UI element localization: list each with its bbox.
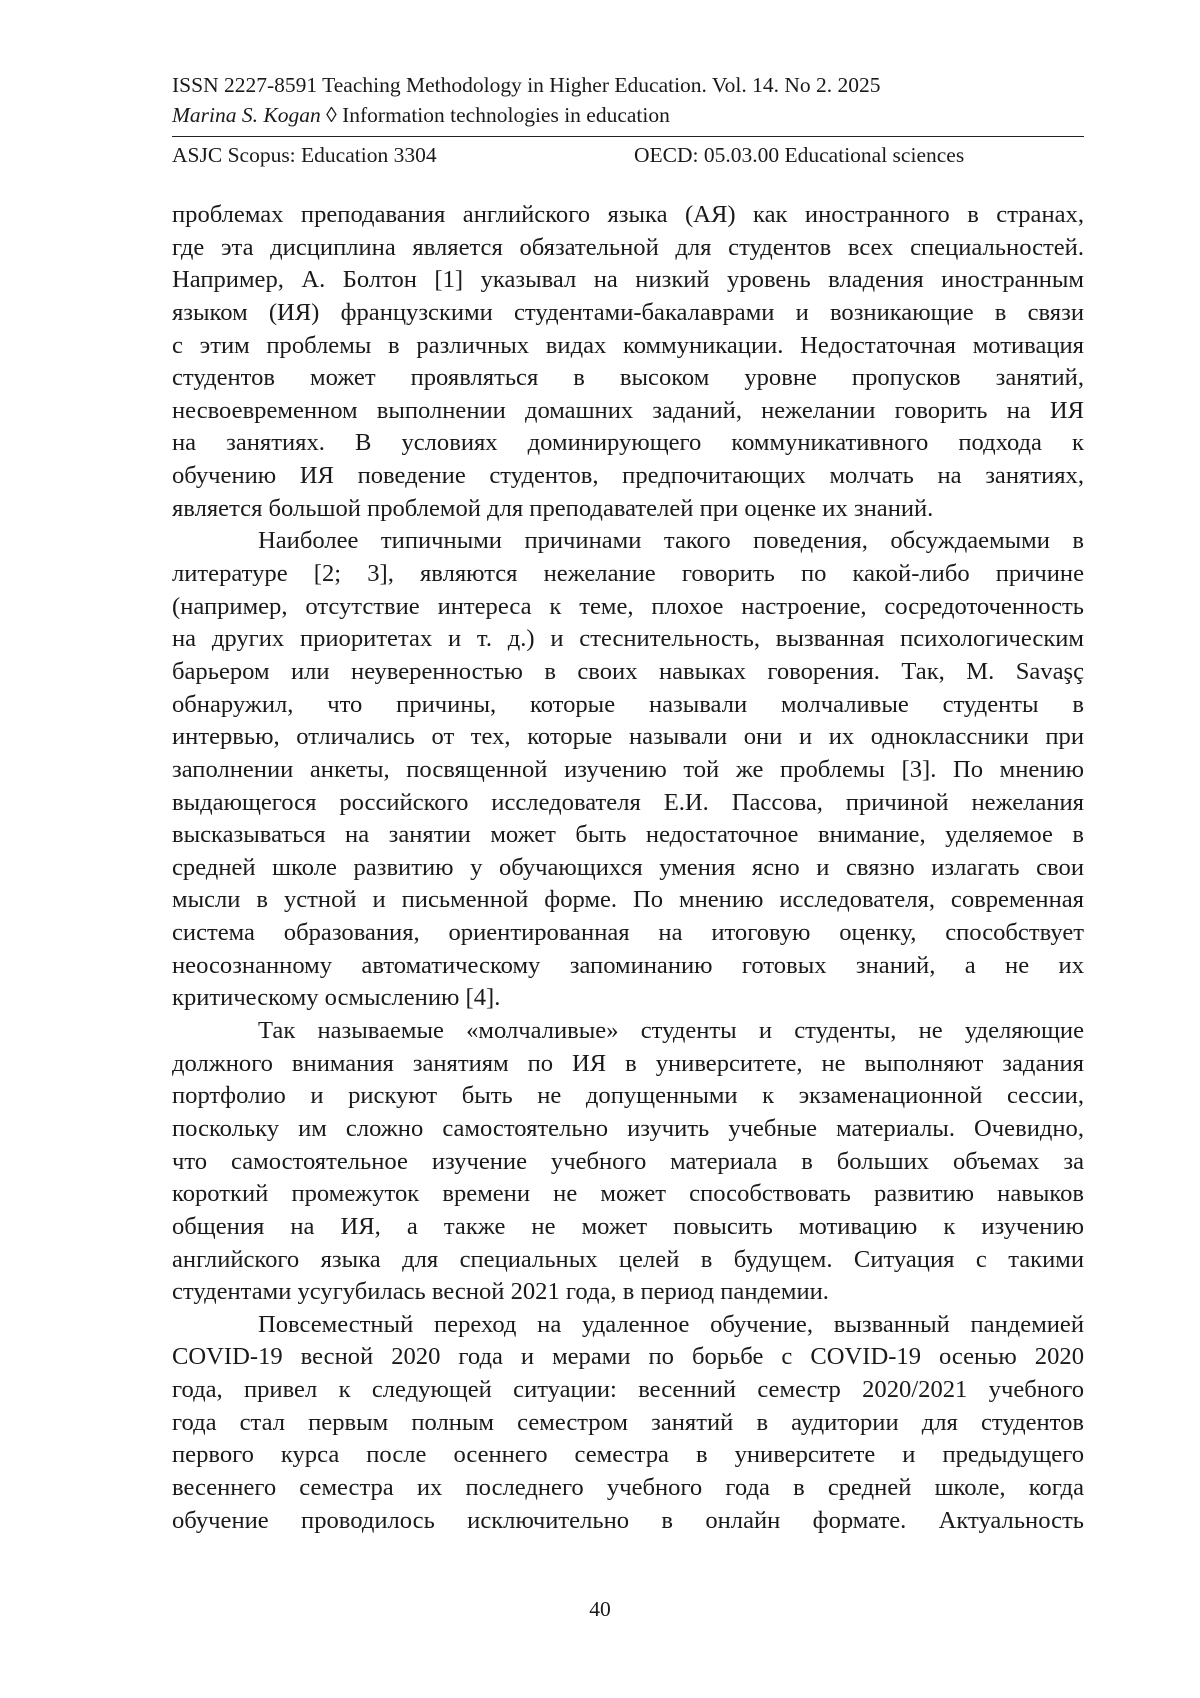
text-line: проблемах преподавания английского языка (АЯ) как иностранного в странах,	[172, 201, 1084, 228]
page-number: 40	[589, 1597, 611, 1621]
text-line: обучению ИЯ поведение студентов, предпочитающих молчать на занятиях,	[172, 462, 1084, 490]
text-line: мысли в устной и письменной форме. По мнению исследователя, современная	[172, 886, 1084, 914]
text-line: выдающегося российского исследователя Е.И. Пассова, причиной нежелания	[172, 788, 1084, 816]
text-line: языком (ИЯ) французскими студентами-бакалаврами и возникающие в связи	[172, 298, 1084, 326]
classification-line	[172, 140, 1084, 170]
text-line: высказываться на занятии может быть недостаточное внимание, уделяемое в	[172, 821, 1084, 849]
text-line: весеннего семестра их последнего учебного года в средней школе, когда	[172, 1473, 1084, 1501]
author-name: Marina S. Kogan	[172, 103, 321, 127]
text-line: Так называемые «молчаливые» студенты и студенты, не уделяющие	[258, 1017, 1084, 1045]
text-line: является большой проблемой для преподавателей при оценке их знаний.	[172, 494, 934, 522]
text-line: первого курса после осеннего семестра в университете и предыдущего	[172, 1441, 1084, 1469]
text-line: где эта дисциплина является обязательной для студентов всех специальностей.	[172, 233, 1084, 261]
text-line: (например, отсутствие интереса к теме, плохое настроение, сосредоточенность	[172, 592, 1084, 620]
section-name: Information technologies in education	[342, 103, 670, 127]
text-line: обнаружил, что причины, которые называли молчаливые студенты в	[172, 690, 1084, 718]
running-header	[172, 70, 1084, 130]
body-text	[172, 199, 1084, 1537]
text-line: несвоевременном выполнении домашних заданий, нежелании говорить на ИЯ	[172, 396, 1084, 424]
text-line: года, привел к следующей ситуации: весенний семестр 2020/2021 учебного	[172, 1376, 1084, 1404]
text-line: средней школе развитию у обучающихся умения ясно и связно излагать свои	[172, 853, 1084, 881]
text-line: Наиболее типичными причинами такого поведения, обсуждаемыми в	[258, 527, 1084, 555]
text-line: система образования, ориентированная на итоговую оценку, способствует	[172, 919, 1084, 947]
text-line: критическому осмыслению [4].	[172, 984, 501, 1012]
text-line: общения на ИЯ, а также не может повысить мотивацию к изучению	[172, 1212, 1084, 1240]
text-line: COVID-19 весной 2020 года и мерами по борьбе с COVID-19 осенью 2020	[172, 1343, 1084, 1371]
text-line: короткий промежуток времени не может способствовать развитию навыков	[172, 1180, 1084, 1208]
text-line: что самостоятельное изучение учебного материала в больших объемах за	[172, 1147, 1084, 1175]
text-line: барьером или неуверенностью в своих навыках говорения. Так, M. Savaşç	[172, 657, 1084, 685]
oecd-label: OECD: 05.03.00 Educational sciences	[634, 143, 965, 167]
text-line: английского языка для специальных целей в будущем. Ситуация с такими	[172, 1245, 1084, 1273]
text-line: года стал первым полным семестром занятий в аудитории для студентов	[172, 1408, 1084, 1436]
journal-line: ISSN 2227-8591 Teaching Methodology in Higher Education. Vol. 14. No 2. 2025	[172, 73, 881, 97]
text-line: с этим проблемы в различных видах коммуникации. Недостаточная мотивация	[172, 331, 1084, 359]
text-line: на других приоритетах и т. д.) и стеснительность, вызванная психологическим	[172, 625, 1084, 653]
text-line: интервью, отличались от тех, которые называли они и их одноклассники при	[172, 723, 1084, 751]
text-line: поскольку им сложно самостоятельно изучить учебные материалы. Очевидно,	[172, 1114, 1084, 1142]
text-line: Например, А. Болтон [1] указывал на низкий уровень владения иностранным	[172, 266, 1084, 294]
diamond-separator: ◊	[320, 103, 343, 127]
text-line: на занятиях. В условиях доминирующего коммуникативного подхода к	[172, 429, 1084, 457]
text-line: заполнении анкеты, посвященной изучению той же проблемы [3]. По мнению	[172, 755, 1084, 783]
text-line: неосознанному автоматическому запоминанию готовых знаний, а не их	[172, 951, 1084, 979]
text-line: студентов может проявляться в высоком уровне пропусков занятий,	[172, 364, 1084, 392]
asjc-label: ASJC Scopus: Education 3304	[172, 143, 437, 167]
text-line: должного внимания занятиям по ИЯ в университете, не выполняют задания	[172, 1049, 1084, 1077]
text-line: Повсеместный переход на удаленное обучение, вызванный пандемией	[258, 1310, 1084, 1338]
text-line: студентами усугубилась весной 2021 года, в период пандемии.	[172, 1278, 829, 1306]
author-section-line	[172, 100, 1084, 130]
text-line: литературе [2; 3], являются нежелание говорить по какой-либо причине	[172, 560, 1084, 588]
header-rule	[172, 136, 1084, 137]
text-line: обучение проводилось исключительно в онлайн формате. Актуальность	[172, 1506, 1084, 1534]
text-line: портфолио и рискуют быть не допущенными к экзаменационной сессии,	[172, 1082, 1084, 1110]
